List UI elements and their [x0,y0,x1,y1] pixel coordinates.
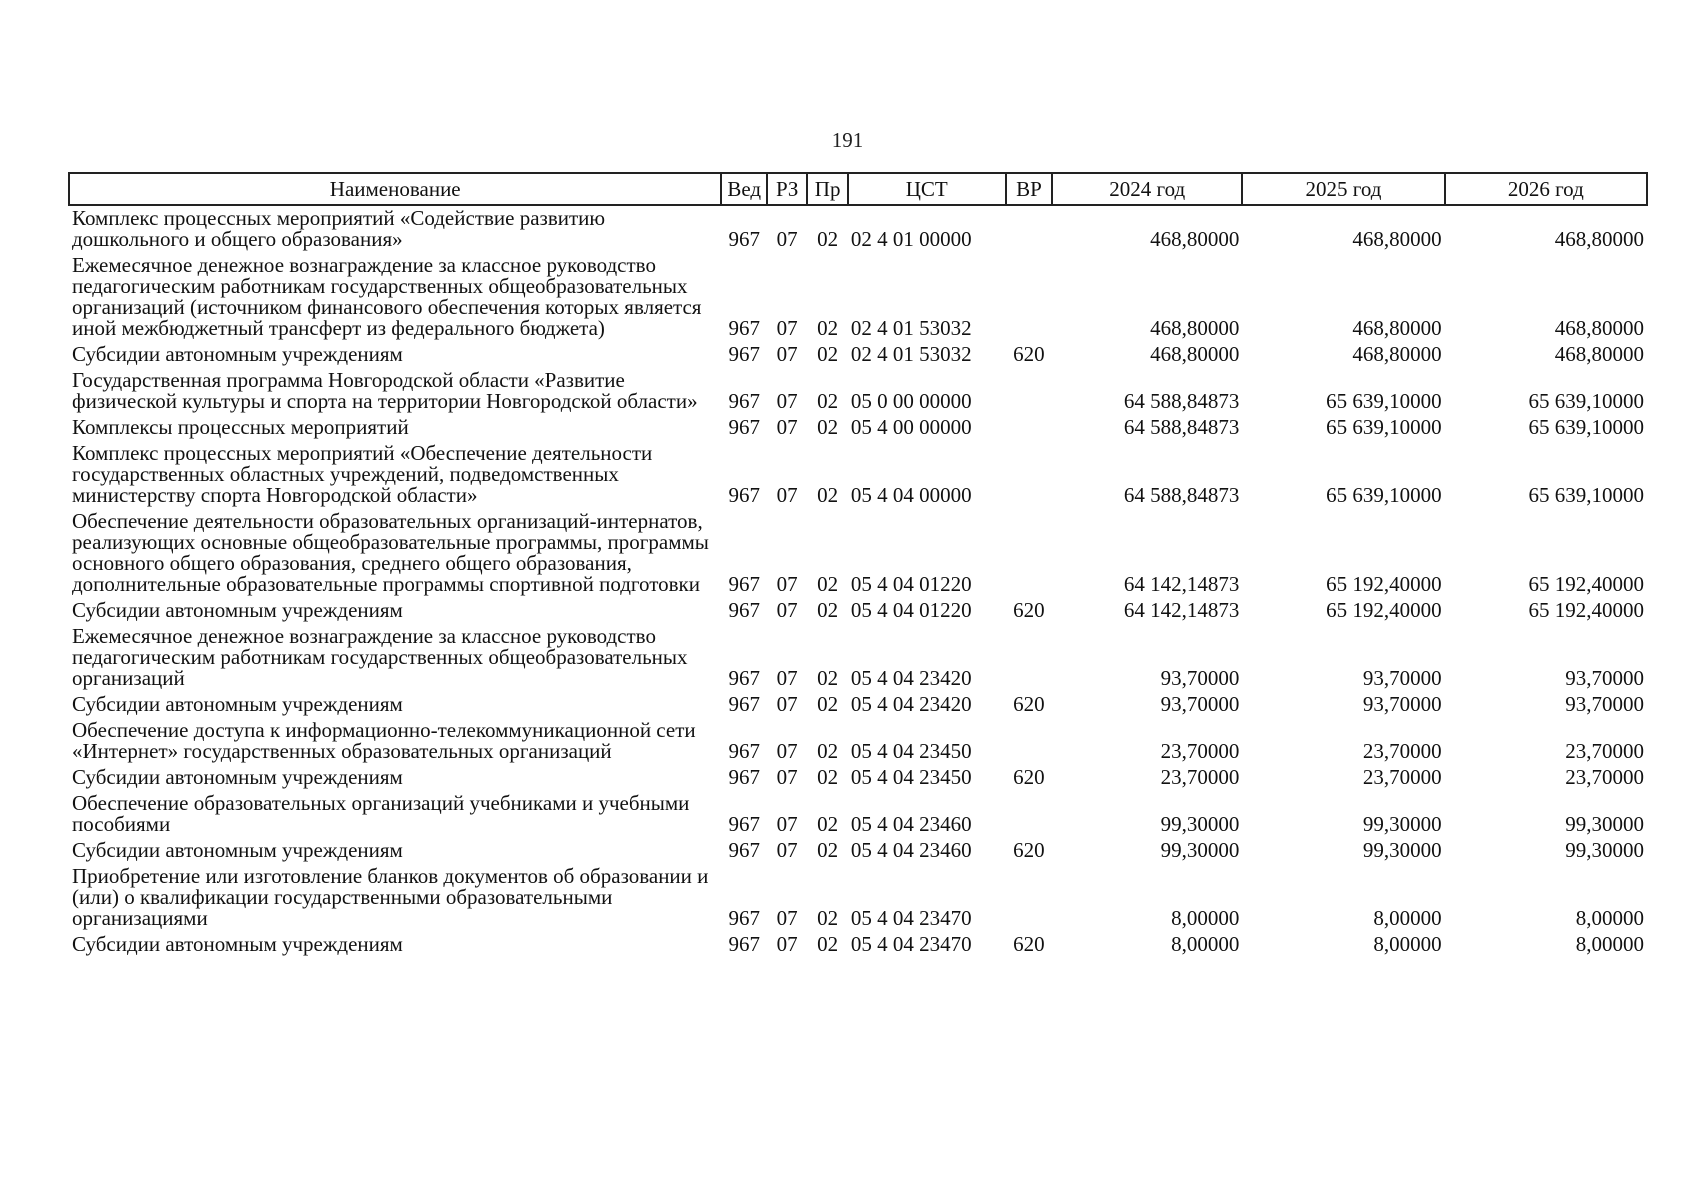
cell-2025: 468,80000 [1352,227,1442,251]
cell-pr: 02 [817,389,839,413]
cell-ved: 967 [728,415,760,439]
cell-name: Субсидии автономным учреждениям [72,692,403,716]
cell-pr: 02 [817,572,839,596]
cell-2026: 468,80000 [1554,316,1644,340]
cell-ved: 967 [728,598,760,622]
table-row [69,718,1647,765]
cell-cst: 05 4 00 00000 [850,415,972,439]
cell-pr: 02 [817,227,839,251]
table-row [69,624,1647,692]
cell-2026: 99,30000 [1565,838,1644,862]
table-row [69,932,1647,958]
cell-vr [1006,718,1053,765]
cell-2024: 64 588,84873 [1123,483,1240,507]
cell-ved: 967 [728,692,760,716]
cell-2025: 23,70000 [1362,765,1442,789]
cell-name: Комплексы процессных мероприятий [72,415,409,439]
cell-rz: 07 [776,932,798,956]
cell-rz: 07 [776,765,798,789]
cell-vr [1006,624,1053,692]
table-row [69,765,1647,791]
table-header-row [69,173,1647,205]
cell-2025: 468,80000 [1352,342,1442,366]
cell-vr [1006,441,1053,509]
cell-2026: 99,30000 [1565,812,1644,836]
table-row [69,598,1647,624]
cell-rz: 07 [776,227,798,251]
cell-2025: 8,00000 [1373,906,1442,930]
cell-ved: 967 [728,316,760,340]
page-number: 191 [831,128,864,152]
cell-ved: 967 [728,572,760,596]
cell-rz: 07 [776,342,798,366]
cell-name: Субсидии автономным учреждениям [72,932,403,956]
cell-2024: 64 588,84873 [1123,415,1240,439]
cell-cst: 05 4 04 23460 [850,812,972,836]
cell-2026: 468,80000 [1554,342,1644,366]
cell-vr [1006,253,1053,342]
cell-cst: 05 0 00 00000 [850,389,972,413]
cell-pr: 02 [817,838,839,862]
cell-rz: 07 [776,906,798,930]
cell-2026: 65 639,10000 [1528,389,1644,413]
cell-ved: 967 [728,666,760,690]
cell-cst: 02 4 01 53032 [850,316,972,340]
col-header-2026: 2026 год [1445,173,1647,205]
cell-name: Комплекс процессных мероприятий «Содействие развитию дошкольного и общего образования» [72,206,606,251]
cell-cst: 05 4 04 23420 [850,666,972,690]
cell-2024: 8,00000 [1171,932,1240,956]
cell-2025: 23,70000 [1362,739,1442,763]
cell-2024: 468,80000 [1150,316,1240,340]
cell-2025: 99,30000 [1362,812,1442,836]
cell-2024: 93,70000 [1160,666,1240,690]
cell-rz: 07 [776,812,798,836]
col-header-ved: Вед [721,173,767,205]
cell-2026: 8,00000 [1575,906,1644,930]
cell-rz: 07 [776,316,798,340]
cell-vr [1006,368,1053,415]
cell-2025: 468,80000 [1352,316,1442,340]
cell-ved: 967 [728,838,760,862]
cell-2025: 99,30000 [1362,838,1442,862]
cell-vr [1006,415,1053,441]
col-header-2024: 2024 год [1052,173,1242,205]
cell-ved: 967 [728,483,760,507]
cell-2026: 23,70000 [1565,739,1644,763]
cell-pr: 02 [817,342,839,366]
cell-name: Комплекс процессных мероприятий «Обеспечение деятельности государственных областных учреждений, подведомственных министерству спорта Новгородской области» [72,441,653,507]
table-row [69,415,1647,441]
cell-2024: 468,80000 [1150,227,1240,251]
cell-rz: 07 [776,666,798,690]
table-row [69,368,1647,415]
cell-2025: 65 192,40000 [1326,572,1442,596]
cell-vr [1006,864,1053,932]
cell-2024: 99,30000 [1160,838,1240,862]
cell-name: Субсидии автономным учреждениям [72,342,403,366]
cell-2026: 65 639,10000 [1528,415,1644,439]
cell-rz: 07 [776,838,798,862]
col-header-cst: ЦСТ [848,173,1006,205]
cell-pr: 02 [817,483,839,507]
cell-2024: 64 588,84873 [1123,389,1240,413]
cell-2025: 93,70000 [1362,692,1442,716]
cell-cst: 05 4 04 23470 [850,906,972,930]
table-row [69,253,1647,342]
cell-pr: 02 [817,765,839,789]
cell-rz: 07 [776,598,798,622]
cell-2026: 93,70000 [1565,692,1644,716]
cell-name: Обеспечение образовательных организаций учебниками и учебными пособиями [72,791,690,836]
cell-pr: 02 [817,316,839,340]
cell-cst: 05 4 04 00000 [850,483,972,507]
cell-ved: 967 [728,227,760,251]
cell-ved: 967 [728,765,760,789]
table-row [69,838,1647,864]
table-row [69,509,1647,598]
cell-2025: 93,70000 [1362,666,1442,690]
cell-2026: 468,80000 [1554,227,1644,251]
cell-vr: 620 [1013,838,1045,862]
cell-ved: 967 [728,906,760,930]
cell-rz: 07 [776,415,798,439]
budget-table [68,172,1648,958]
cell-2024: 99,30000 [1160,812,1240,836]
col-header-2025: 2025 год [1242,173,1444,205]
cell-2025: 65 639,10000 [1326,483,1442,507]
cell-cst: 02 4 01 00000 [850,227,972,251]
cell-vr: 620 [1013,342,1045,366]
cell-vr: 620 [1013,932,1045,956]
cell-2024: 468,80000 [1150,342,1240,366]
cell-ved: 967 [728,812,760,836]
cell-ved: 967 [728,342,760,366]
table-row [69,791,1647,838]
cell-ved: 967 [728,389,760,413]
cell-ved: 967 [728,932,760,956]
cell-cst: 05 4 04 01220 [850,572,972,596]
col-header-vr: ВР [1006,173,1053,205]
cell-2025: 65 639,10000 [1326,415,1442,439]
cell-name: Государственная программа Новгородской области «Развитие физической культуры и спорта на территории Новгородской области» [72,368,698,413]
cell-rz: 07 [776,692,798,716]
cell-2026: 23,70000 [1565,765,1644,789]
cell-cst: 05 4 04 23470 [850,932,972,956]
table-row [69,342,1647,368]
cell-2026: 65 639,10000 [1528,483,1644,507]
cell-2024: 93,70000 [1160,692,1240,716]
cell-vr [1006,791,1053,838]
cell-name: Ежемесячное денежное вознаграждение за классное руководство педагогическим работникам государственных общеобразовательных организаций [72,624,688,690]
cell-cst: 05 4 04 01220 [850,598,972,622]
cell-name: Субсидии автономным учреждениям [72,765,403,789]
cell-vr [1006,205,1053,253]
cell-rz: 07 [776,572,798,596]
cell-2024: 64 142,14873 [1123,598,1240,622]
cell-pr: 02 [817,666,839,690]
cell-cst: 02 4 01 53032 [850,342,972,366]
cell-2026: 93,70000 [1565,666,1644,690]
cell-2025: 65 639,10000 [1326,389,1442,413]
cell-2026: 65 192,40000 [1528,572,1644,596]
cell-2024: 23,70000 [1160,739,1240,763]
col-header-rz: РЗ [767,173,807,205]
col-header-pr: Пр [807,173,847,205]
table-row [69,205,1647,253]
cell-name: Ежемесячное денежное вознаграждение за классное руководство педагогическим работникам государственных общеобразовательных организаций (источником финансового обеспечения которых является иной межбюджетный трансферт из федерального бюджета) [72,253,702,340]
cell-pr: 02 [817,739,839,763]
cell-cst: 05 4 04 23460 [850,838,972,862]
cell-vr: 620 [1013,692,1045,716]
cell-rz: 07 [776,483,798,507]
cell-cst: 05 4 04 23450 [850,765,972,789]
cell-pr: 02 [817,812,839,836]
cell-2025: 8,00000 [1373,932,1442,956]
cell-2024: 64 142,14873 [1123,572,1240,596]
cell-rz: 07 [776,739,798,763]
cell-pr: 02 [817,932,839,956]
cell-name: Субсидии автономным учреждениям [72,838,403,862]
table-row [69,441,1647,509]
cell-name: Субсидии автономным учреждениям [72,598,403,622]
cell-ved: 967 [728,739,760,763]
cell-2026: 8,00000 [1575,932,1644,956]
cell-2024: 23,70000 [1160,765,1240,789]
table-row [69,692,1647,718]
table-row [69,864,1647,932]
table-body [69,205,1647,958]
col-header-name: Наименование [69,173,721,205]
cell-cst: 05 4 04 23450 [850,739,972,763]
cell-pr: 02 [817,906,839,930]
cell-name: Обеспечение деятельности образовательных организаций-интернатов, реализующих основные общеобразовательные программы, программы основного общего образования, среднего общего образования, дополнительные образовательные программы спортивной подготовки [72,509,709,596]
cell-pr: 02 [817,692,839,716]
cell-name: Обеспечение доступа к информационно-телекоммуникационной сети «Интернет» государственных образовательных организаций [72,718,696,763]
cell-cst: 05 4 04 23420 [850,692,972,716]
cell-vr [1006,509,1053,598]
cell-name: Приобретение или изготовление бланков документов об образовании и (или) о квалификации государственными образовательными организациями [72,864,709,930]
cell-2024: 8,00000 [1171,906,1240,930]
cell-pr: 02 [817,415,839,439]
cell-vr: 620 [1013,765,1045,789]
cell-2025: 65 192,40000 [1326,598,1442,622]
cell-vr: 620 [1013,598,1045,622]
cell-pr: 02 [817,598,839,622]
cell-2026: 65 192,40000 [1528,598,1644,622]
cell-rz: 07 [776,389,798,413]
